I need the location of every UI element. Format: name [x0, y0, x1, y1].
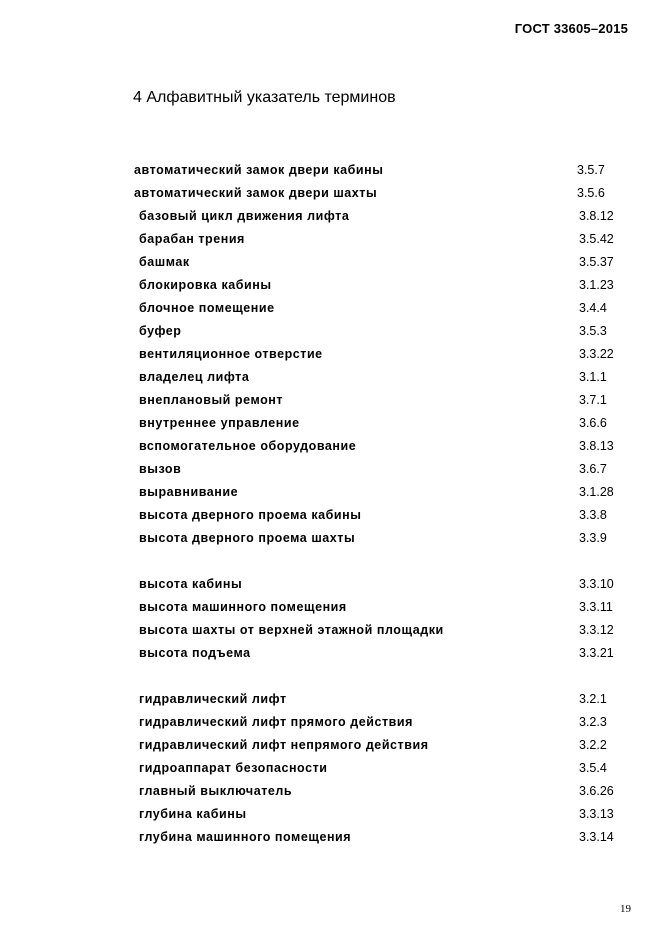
index-entry: [0, 807, 661, 827]
index-term: вентиляционное отверстие: [139, 347, 323, 361]
index-entry: [0, 186, 661, 206]
index-reference: 3.3.8: [579, 508, 607, 522]
index-entry: [0, 577, 661, 597]
index-term: буфер: [139, 324, 182, 338]
index-term: владелец лифта: [139, 370, 250, 384]
index-term: глубина машинного помещения: [139, 830, 352, 844]
index-term: блочное помещение: [139, 301, 275, 315]
index-entry: [0, 623, 661, 643]
index-reference: 3.2.2: [579, 738, 607, 752]
index-reference: 3.3.14: [579, 830, 614, 844]
index-reference: 3.5.4: [579, 761, 607, 775]
index-reference: 3.8.13: [579, 439, 614, 453]
index-entry: [0, 830, 661, 850]
index-term: гидравлический лифт: [139, 692, 287, 706]
index-term: автоматический замок двери шахты: [134, 186, 378, 200]
index-entry: [0, 531, 661, 551]
index-term: внеплановый ремонт: [139, 393, 284, 407]
index-term: высота подъема: [139, 646, 251, 660]
index-term: высота шахты от верхней этажной площадки: [139, 623, 444, 637]
index-reference: 3.7.1: [579, 393, 607, 407]
index-reference: 3.6.6: [579, 416, 607, 430]
index-reference: 3.5.3: [579, 324, 607, 338]
index-entry: [0, 485, 661, 505]
index-entry: [0, 347, 661, 367]
index-reference: 3.6.7: [579, 462, 607, 476]
index-entry: [0, 715, 661, 735]
index-term: гидравлический лифт прямого действия: [139, 715, 413, 729]
index-reference: 3.5.6: [577, 186, 605, 200]
index-term: высота машинного помещения: [139, 600, 347, 614]
index-reference: 3.2.3: [579, 715, 607, 729]
index-entry: [0, 646, 661, 666]
index-term: гидроаппарат безопасности: [139, 761, 328, 775]
index-term: главный выключатель: [139, 784, 293, 798]
index-reference: 3.1.1: [579, 370, 607, 384]
index-reference: 3.3.13: [579, 807, 614, 821]
index-reference: 3.1.28: [579, 485, 614, 499]
index-term: вызов: [139, 462, 182, 476]
index-reference: 3.4.4: [579, 301, 607, 315]
index-term: гидравлический лифт непрямого действия: [139, 738, 429, 752]
index-reference: 3.8.12: [579, 209, 614, 223]
index-term: глубина кабины: [139, 807, 247, 821]
index-term: высота дверного проема шахты: [139, 531, 356, 545]
index-reference: 3.6.26: [579, 784, 614, 798]
index-entry: [0, 692, 661, 712]
index-entry: [0, 738, 661, 758]
index-entry: [0, 278, 661, 298]
index-entry: [0, 209, 661, 229]
index-entry: [0, 416, 661, 436]
index-term: автоматический замок двери кабины: [134, 163, 384, 177]
index-term: вспомогательное оборудование: [139, 439, 357, 453]
index-entry: [0, 232, 661, 252]
index-entry: [0, 784, 661, 804]
index-reference: 3.3.12: [579, 623, 614, 637]
index-entry: [0, 301, 661, 321]
index-reference: 3.3.11: [579, 600, 613, 614]
index-reference: 3.3.10: [579, 577, 614, 591]
index-reference: 3.3.22: [579, 347, 614, 361]
index-entry: [0, 324, 661, 344]
section-title: 4 Алфавитный указатель терминов: [133, 89, 396, 106]
index-reference: 3.3.21: [579, 646, 614, 660]
document-code-header: ГОСТ 33605–2015: [514, 21, 628, 36]
index-term: высота кабины: [139, 577, 243, 591]
index-term: базовый цикл движения лифта: [139, 209, 350, 223]
index-term: высота дверного проема кабины: [139, 508, 362, 522]
index-term: выравнивание: [139, 485, 239, 499]
index-reference: 3.2.1: [579, 692, 607, 706]
index-reference: 3.1.23: [579, 278, 614, 292]
index-reference: 3.5.37: [579, 255, 614, 269]
index-term: внутреннее управление: [139, 416, 300, 430]
index-entry: [0, 508, 661, 528]
index-entry: [0, 255, 661, 275]
index-reference: 3.3.9: [579, 531, 607, 545]
page-number: 19: [620, 903, 631, 915]
index-term: барабан трения: [139, 232, 245, 246]
index-entry: [0, 600, 661, 620]
index-term: блокировка кабины: [139, 278, 272, 292]
index-entry: [0, 462, 661, 482]
index-entry: [0, 163, 661, 183]
index-term: башмак: [139, 255, 190, 269]
index-reference: 3.5.42: [579, 232, 614, 246]
index-entry: [0, 439, 661, 459]
index-entry: [0, 393, 661, 413]
index-reference: 3.5.7: [577, 163, 605, 177]
index-entry: [0, 370, 661, 390]
index-entry: [0, 761, 661, 781]
